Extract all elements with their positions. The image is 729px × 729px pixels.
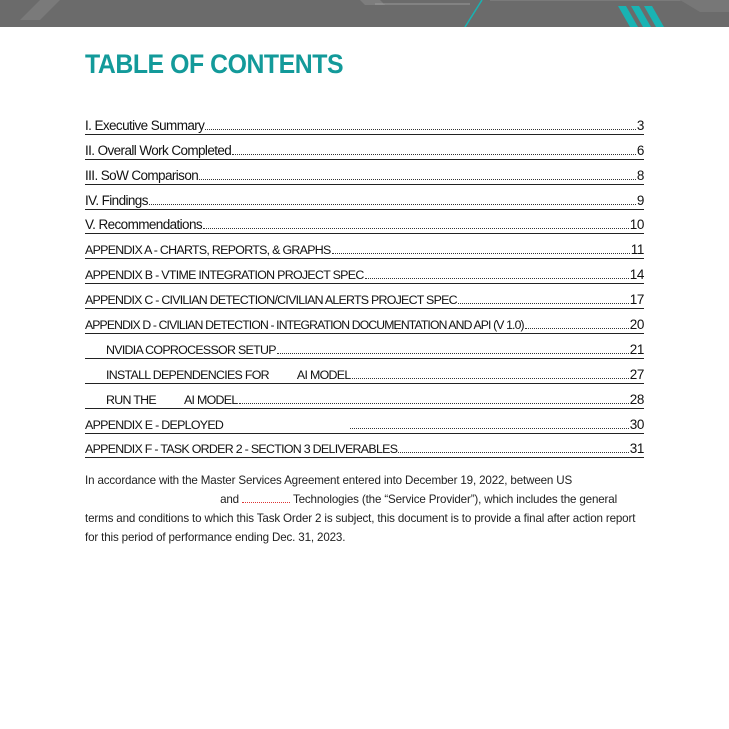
toc-page-number: 21	[629, 341, 644, 357]
toc-entry-label: APPENDIX A - CHARTS, REPORTS, & GRAPHS	[85, 243, 331, 258]
toc-entry-label: II. Overall Work Completed	[85, 142, 232, 158]
toc-dot-leader	[232, 153, 636, 155]
toc-entry-appendix-c[interactable]	[85, 284, 644, 309]
toc-dot-leader	[458, 302, 629, 304]
toc-dot-leader	[365, 277, 629, 279]
toc-page-number: 3	[636, 117, 644, 133]
toc-entry-label: INSTALL DEPENDENCIES FOR	[106, 367, 269, 382]
toc-dot-leader	[352, 377, 629, 379]
intro-text-part2: and	[220, 493, 239, 506]
toc-page-number: 20	[629, 317, 644, 333]
intro-text-part3: Technologies (the “Service Provider”), which includes the general terms and conditions to which this Task Order 2 is subject, this document is to provide a final after action report for this period of performance ending Dec. 31, 2023.	[85, 493, 636, 544]
toc-page-number: 31	[629, 441, 644, 457]
toc-entry-nvidia-coprocessor-setup[interactable]	[85, 334, 644, 359]
toc-page-number: 27	[629, 366, 644, 382]
toc-dot-leader	[205, 128, 636, 130]
toc-dot-leader	[525, 327, 629, 329]
table-of-contents	[85, 110, 644, 458]
toc-page-number: 30	[629, 416, 644, 432]
toc-entry-label-suffix: AI MODEL	[183, 392, 238, 407]
toc-entry-label: APPENDIX F - TASK ORDER 2 - SECTION 3 DELIVERABLES	[85, 442, 398, 457]
toc-dot-leader	[203, 227, 629, 229]
toc-page-number: 17	[629, 292, 644, 308]
toc-entry-appendix-d[interactable]	[85, 309, 644, 334]
toc-entry-label-suffix: AI MODEL	[296, 367, 351, 382]
toc-dot-leader	[239, 402, 629, 404]
toc-entry-appendix-a[interactable]	[85, 234, 644, 259]
toc-entry-label: III. SoW Comparison	[85, 167, 199, 183]
toc-entry-label: APPENDIX B - VTIME INTEGRATION PROJECT SPEC	[85, 268, 364, 283]
intro-paragraph	[85, 471, 645, 547]
toc-entry-label: APPENDIX D - CIVILIAN DETECTION - INTEGRATION DOCUMENTATION AND API (V 1.0)	[85, 318, 524, 333]
toc-dot-leader	[199, 178, 636, 180]
toc-entry-overall-work-completed[interactable]	[85, 135, 644, 160]
toc-page-number: 28	[629, 391, 644, 407]
toc-entry-appendix-f[interactable]	[85, 434, 644, 459]
toc-entry-label: I. Executive Summary	[85, 117, 205, 133]
toc-entry-label: IV. Findings	[85, 192, 148, 208]
intro-text-part1: In accordance with the Master Services Agreement entered into December 19, 2022, between US	[85, 474, 573, 487]
redacted-name	[85, 495, 217, 505]
toc-entry-label: RUN THE	[106, 392, 156, 407]
toc-page-number: 9	[636, 192, 644, 208]
toc-entry-label: APPENDIX E - DEPLOYED	[85, 417, 224, 432]
toc-dot-leader	[277, 352, 629, 354]
toc-page-number: 8	[636, 167, 644, 183]
header-banner	[0, 0, 729, 27]
toc-page-number: 14	[629, 267, 644, 283]
toc-dot-leader	[350, 427, 629, 429]
toc-entry-appendix-e[interactable]	[85, 409, 644, 434]
toc-dot-leader	[398, 451, 629, 453]
redacted-company	[242, 492, 290, 503]
page-title: TABLE OF CONTENTS	[85, 49, 344, 79]
toc-entry-executive-summary[interactable]	[85, 110, 644, 135]
toc-page-number: 6	[636, 142, 644, 158]
toc-entry-appendix-b[interactable]	[85, 259, 644, 284]
header-decoration	[0, 0, 729, 27]
toc-entry-label: APPENDIX C - CIVILIAN DETECTION/CIVILIAN ALERTS PROJECT SPEC	[85, 293, 457, 308]
toc-entry-install-dependencies[interactable]	[85, 359, 644, 384]
toc-entry-recommendations[interactable]	[85, 210, 644, 235]
toc-entry-findings[interactable]	[85, 185, 644, 210]
toc-entry-run-the-ai-model[interactable]	[85, 384, 644, 409]
toc-page-number: 11	[630, 242, 644, 258]
toc-entry-sow-comparison[interactable]	[85, 160, 644, 185]
toc-dot-leader	[332, 252, 630, 254]
toc-page-number: 10	[629, 217, 644, 233]
toc-entry-label: NVIDIA COPROCESSOR SETUP	[106, 342, 276, 357]
toc-entry-label: V. Recommendations	[85, 217, 203, 233]
toc-dot-leader	[149, 203, 636, 205]
